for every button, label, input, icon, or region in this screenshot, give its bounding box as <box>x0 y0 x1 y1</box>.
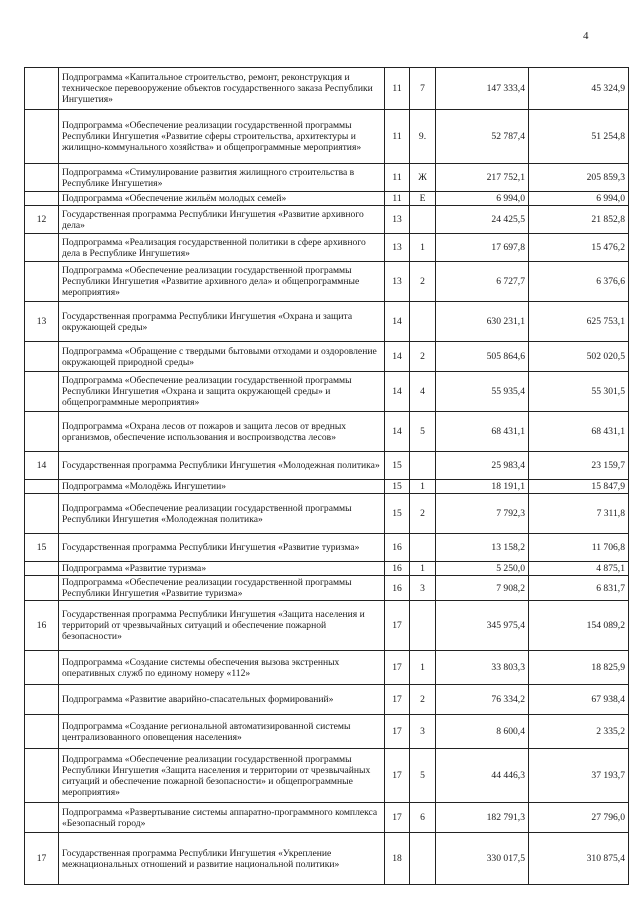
planned-amount-cell: 8 600,4 <box>436 715 529 749</box>
table-row <box>25 534 629 562</box>
actual-amount-cell: 11 706,8 <box>529 534 629 562</box>
subcode-cell: 2 <box>410 685 436 715</box>
actual-amount-cell: 7 311,8 <box>529 494 629 534</box>
row-number-cell: 17 <box>25 833 59 885</box>
row-number-cell: 14 <box>25 452 59 480</box>
planned-amount-cell: 33 803,3 <box>436 651 529 685</box>
planned-amount-cell: 147 333,4 <box>436 68 529 110</box>
planned-amount-cell: 7 792,3 <box>436 494 529 534</box>
table-row <box>25 715 629 749</box>
subcode-cell <box>410 833 436 885</box>
table-row <box>25 110 629 164</box>
actual-amount-cell: 67 938,4 <box>529 685 629 715</box>
table-row <box>25 206 629 234</box>
program-name-cell: Подпрограмма «Обращение с твердыми бытовыми отходами и оздоровление окружающей природной среды» <box>59 342 385 372</box>
row-number-cell <box>25 192 59 206</box>
program-name-cell: Подпрограмма «Обеспечение реализации государственной программы Республики Ингушетия «Молодежная политика» <box>59 494 385 534</box>
row-number-cell <box>25 749 59 803</box>
code-cell: 17 <box>385 715 410 749</box>
actual-amount-cell: 68 431,1 <box>529 412 629 452</box>
page-number: 4 <box>583 30 589 42</box>
program-name-cell: Государственная программа Республики Ингушетия «Укрепление межнациональных отношений и развитие национальной политики» <box>59 833 385 885</box>
actual-amount-cell: 45 324,9 <box>529 68 629 110</box>
program-name-cell: Подпрограмма «Молодёжь Ингушетии» <box>59 480 385 494</box>
row-number-cell <box>25 803 59 833</box>
row-number-cell <box>25 164 59 192</box>
actual-amount-cell: 18 825,9 <box>529 651 629 685</box>
row-number-cell <box>25 262 59 302</box>
subcode-cell: 3 <box>410 715 436 749</box>
program-name-cell: Подпрограмма «Обеспечение реализации государственной программы Республики Ингушетия «Развитие архивного дела» и общепрограммные мероприятия» <box>59 262 385 302</box>
actual-amount-cell: 502 020,5 <box>529 342 629 372</box>
planned-amount-cell: 68 431,1 <box>436 412 529 452</box>
code-cell: 17 <box>385 601 410 651</box>
program-name-cell: Подпрограмма «Обеспечение реализации государственной программы Республики Ингушетия «Развитие сферы строительства, архитектуры и жилищно-коммунального хозяйства» и общепрограммные мероприятия» <box>59 110 385 164</box>
code-cell: 13 <box>385 234 410 262</box>
program-name-cell: Подпрограмма «Развитие туризма» <box>59 562 385 576</box>
program-name-cell: Подпрограмма «Капитальное строительство, ремонт, реконструкция и техническое перевооружение объектов государственного заказа Республики Ингушетия» <box>59 68 385 110</box>
subcode-cell: 2 <box>410 494 436 534</box>
table-row <box>25 372 629 412</box>
subcode-cell: 5 <box>410 412 436 452</box>
subcode-cell: 6 <box>410 803 436 833</box>
subcode-cell <box>410 534 436 562</box>
program-name-cell: Подпрограмма «Стимулирование развития жилищного строительства в Республике Ингушетия» <box>59 164 385 192</box>
code-cell: 17 <box>385 749 410 803</box>
code-cell: 14 <box>385 302 410 342</box>
code-cell: 14 <box>385 342 410 372</box>
planned-amount-cell: 5 250,0 <box>436 562 529 576</box>
planned-amount-cell: 6 994,0 <box>436 192 529 206</box>
code-cell: 14 <box>385 412 410 452</box>
row-number-cell <box>25 651 59 685</box>
actual-amount-cell: 2 335,2 <box>529 715 629 749</box>
planned-amount-cell: 18 191,1 <box>436 480 529 494</box>
actual-amount-cell: 27 796,0 <box>529 803 629 833</box>
subcode-cell: 4 <box>410 372 436 412</box>
subcode-cell: 3 <box>410 576 436 601</box>
planned-amount-cell: 25 983,4 <box>436 452 529 480</box>
table-row <box>25 651 629 685</box>
actual-amount-cell: 154 089,2 <box>529 601 629 651</box>
code-cell: 13 <box>385 262 410 302</box>
program-name-cell: Подпрограмма «Создание региональной автоматизированной системы централизованного оповещения населения» <box>59 715 385 749</box>
row-number-cell <box>25 412 59 452</box>
program-name-cell: Государственная программа Республики Ингушетия «Развитие архивного дела» <box>59 206 385 234</box>
planned-amount-cell: 44 446,3 <box>436 749 529 803</box>
subcode-cell <box>410 206 436 234</box>
subcode-cell: 1 <box>410 234 436 262</box>
table-row <box>25 68 629 110</box>
code-cell: 14 <box>385 372 410 412</box>
code-cell: 17 <box>385 803 410 833</box>
actual-amount-cell: 51 254,8 <box>529 110 629 164</box>
actual-amount-cell: 310 875,4 <box>529 833 629 885</box>
program-name-cell: Государственная программа Республики Ингушетия «Молодежная политика» <box>59 452 385 480</box>
row-number-cell <box>25 342 59 372</box>
code-cell: 16 <box>385 576 410 601</box>
actual-amount-cell: 205 859,3 <box>529 164 629 192</box>
code-cell: 17 <box>385 651 410 685</box>
subcode-cell: 7 <box>410 68 436 110</box>
code-cell: 18 <box>385 833 410 885</box>
program-name-cell: Подпрограмма «Обеспечение реализации государственной программы Республики Ингушетия «Охрана и защита окружающей среды» и общепрограммные мероприятия» <box>59 372 385 412</box>
table-row <box>25 576 629 601</box>
table-row <box>25 833 629 885</box>
table-row <box>25 562 629 576</box>
actual-amount-cell: 23 159,7 <box>529 452 629 480</box>
actual-amount-cell: 6 831,7 <box>529 576 629 601</box>
row-number-cell <box>25 715 59 749</box>
row-number-cell: 15 <box>25 534 59 562</box>
table-row <box>25 302 629 342</box>
program-name-cell: Государственная программа Республики Ингушетия «Развитие туризма» <box>59 534 385 562</box>
subcode-cell <box>410 452 436 480</box>
planned-amount-cell: 17 697,8 <box>436 234 529 262</box>
table-row <box>25 164 629 192</box>
row-number-cell <box>25 372 59 412</box>
code-cell: 15 <box>385 452 410 480</box>
actual-amount-cell: 55 301,5 <box>529 372 629 412</box>
program-name-cell: Государственная программа Республики Ингушетия «Охрана и защита окружающей среды» <box>59 302 385 342</box>
budget-table-body <box>25 68 629 885</box>
code-cell: 11 <box>385 164 410 192</box>
program-name-cell: Подпрограмма «Реализация государственной политики в сфере архивного дела в Республике Ингушетия» <box>59 234 385 262</box>
subcode-cell: 1 <box>410 480 436 494</box>
budget-table <box>24 67 629 885</box>
program-name-cell: Подпрограмма «Охрана лесов от пожаров и защита лесов от вредных организмов, обеспечение использования и воспроизводства лесов» <box>59 412 385 452</box>
actual-amount-cell: 15 847,9 <box>529 480 629 494</box>
subcode-cell: Е <box>410 192 436 206</box>
program-name-cell: Государственная программа Республики Ингушетия «Защита населения и территорий от чрезвычайных ситуаций и обеспечение пожарной безопасности» <box>59 601 385 651</box>
planned-amount-cell: 182 791,3 <box>436 803 529 833</box>
actual-amount-cell: 6 376,6 <box>529 262 629 302</box>
subcode-cell: 1 <box>410 562 436 576</box>
table-row <box>25 749 629 803</box>
row-number-cell <box>25 234 59 262</box>
row-number-cell <box>25 494 59 534</box>
actual-amount-cell: 6 994,0 <box>529 192 629 206</box>
planned-amount-cell: 217 752,1 <box>436 164 529 192</box>
program-name-cell: Подпрограмма «Развитие аварийно-спасательных формирований» <box>59 685 385 715</box>
planned-amount-cell: 55 935,4 <box>436 372 529 412</box>
row-number-cell <box>25 68 59 110</box>
table-row <box>25 685 629 715</box>
subcode-cell: 2 <box>410 262 436 302</box>
planned-amount-cell: 345 975,4 <box>436 601 529 651</box>
planned-amount-cell: 6 727,7 <box>436 262 529 302</box>
planned-amount-cell: 505 864,6 <box>436 342 529 372</box>
planned-amount-cell: 330 017,5 <box>436 833 529 885</box>
row-number-cell <box>25 576 59 601</box>
code-cell: 15 <box>385 494 410 534</box>
row-number-cell: 13 <box>25 302 59 342</box>
subcode-cell: Ж <box>410 164 436 192</box>
code-cell: 15 <box>385 480 410 494</box>
code-cell: 13 <box>385 206 410 234</box>
table-row <box>25 494 629 534</box>
planned-amount-cell: 52 787,4 <box>436 110 529 164</box>
row-number-cell: 12 <box>25 206 59 234</box>
actual-amount-cell: 4 875,1 <box>529 562 629 576</box>
actual-amount-cell: 625 753,1 <box>529 302 629 342</box>
program-name-cell: Подпрограмма «Создание системы обеспечения вызова экстренных оперативных служб по единому номеру «112» <box>59 651 385 685</box>
code-cell: 16 <box>385 534 410 562</box>
code-cell: 11 <box>385 68 410 110</box>
program-name-cell: Подпрограмма «Развертывание системы аппаратно-программного комплекса «Безопасный город» <box>59 803 385 833</box>
planned-amount-cell: 76 334,2 <box>436 685 529 715</box>
planned-amount-cell: 7 908,2 <box>436 576 529 601</box>
subcode-cell: 9. <box>410 110 436 164</box>
table-row <box>25 192 629 206</box>
row-number-cell <box>25 685 59 715</box>
planned-amount-cell: 630 231,1 <box>436 302 529 342</box>
planned-amount-cell: 24 425,5 <box>436 206 529 234</box>
table-row <box>25 803 629 833</box>
actual-amount-cell: 21 852,8 <box>529 206 629 234</box>
row-number-cell <box>25 110 59 164</box>
row-number-cell <box>25 562 59 576</box>
table-row <box>25 262 629 302</box>
program-name-cell: Подпрограмма «Обеспечение жильём молодых семей» <box>59 192 385 206</box>
table-row <box>25 452 629 480</box>
code-cell: 11 <box>385 192 410 206</box>
code-cell: 16 <box>385 562 410 576</box>
subcode-cell: 2 <box>410 342 436 372</box>
subcode-cell <box>410 302 436 342</box>
table-row <box>25 234 629 262</box>
subcode-cell <box>410 601 436 651</box>
table-row <box>25 412 629 452</box>
planned-amount-cell: 13 158,2 <box>436 534 529 562</box>
subcode-cell: 5 <box>410 749 436 803</box>
code-cell: 17 <box>385 685 410 715</box>
actual-amount-cell: 15 476,2 <box>529 234 629 262</box>
code-cell: 11 <box>385 110 410 164</box>
program-name-cell: Подпрограмма «Обеспечение реализации государственной программы Республики Ингушетия «Развитие туризма» <box>59 576 385 601</box>
table-row <box>25 342 629 372</box>
table-row <box>25 480 629 494</box>
row-number-cell <box>25 480 59 494</box>
row-number-cell: 16 <box>25 601 59 651</box>
table-row <box>25 601 629 651</box>
actual-amount-cell: 37 193,7 <box>529 749 629 803</box>
subcode-cell: 1 <box>410 651 436 685</box>
program-name-cell: Подпрограмма «Обеспечение реализации государственной программы Республики Ингушетия «Защита населения и территории от чрезвычайных ситуаций и обеспечение пожарной безопасности» и общепрограммные мероприятия» <box>59 749 385 803</box>
